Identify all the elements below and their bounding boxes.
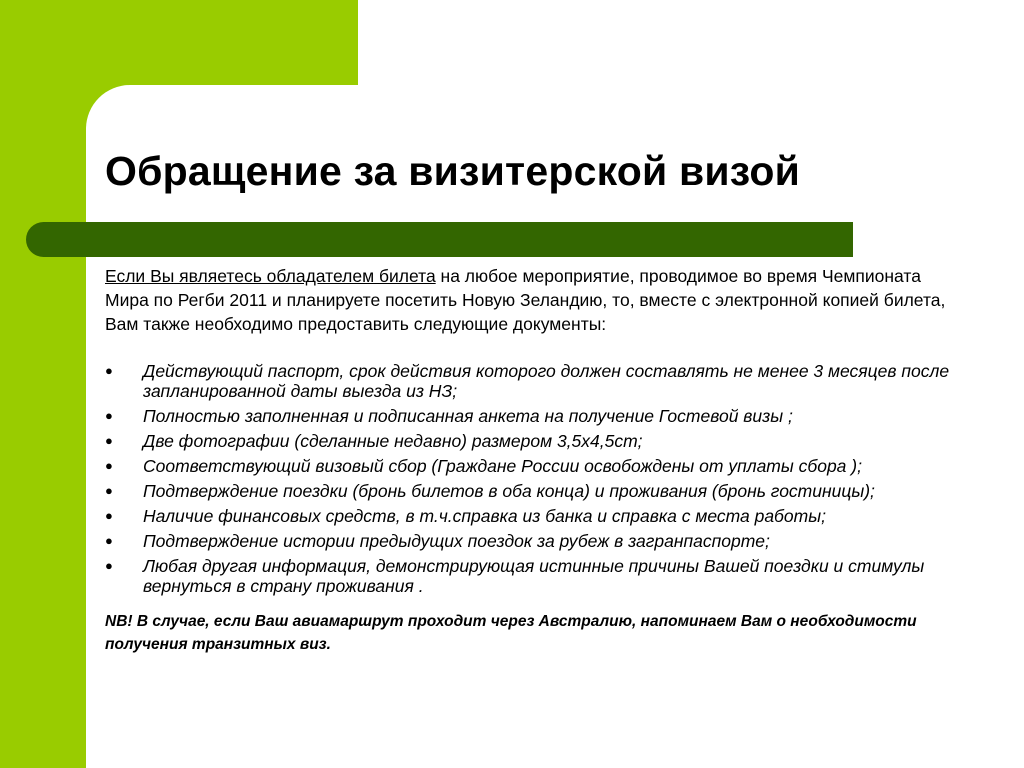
list-item xyxy=(105,431,995,451)
list-item xyxy=(105,406,995,426)
list-item xyxy=(105,481,995,501)
bullet-icon: ● xyxy=(105,558,113,573)
list-item xyxy=(105,456,995,476)
list-item xyxy=(105,506,995,526)
list-item-text: Две фотографии (сделанные недавно) размером 3,5х4,5ст; xyxy=(143,431,643,451)
list-item xyxy=(105,361,995,401)
bullet-icon: ● xyxy=(105,533,113,548)
slide-title: Обращение за визитерской визой xyxy=(105,148,801,194)
list-item-text: Наличие финансовых средств, в т.ч.справка из банка и справка с места работы; xyxy=(143,506,826,526)
list-item-text: Подтверждение истории предыдущих поездок за рубеж в загранпаспорте; xyxy=(143,531,770,551)
intro-paragraph xyxy=(105,264,965,336)
list-item-text: Подтверждение поездки (бронь билетов в оба конца) и проживания (бронь гостиницы); xyxy=(143,481,875,501)
intro-underlined-text: Если Вы являетесь обладателем билета xyxy=(105,266,436,286)
bullet-icon: ● xyxy=(105,363,113,378)
list-item-text: Любая другая информация, демонстрирующая истинные причины Вашей поездки и стимулы вернуться в страну проживания . xyxy=(143,556,925,596)
list-item-text: Соответствующий визовый сбор (Граждане России освобождены от уплаты сбора ); xyxy=(143,456,862,476)
list-item xyxy=(105,531,995,551)
accent-bar xyxy=(26,222,853,257)
list-item xyxy=(105,556,995,596)
bullet-icon: ● xyxy=(105,433,113,448)
list-item-text: Полностью заполненная и подписанная анкета на получение Гостевой визы ; xyxy=(143,406,793,426)
bullet-icon: ● xyxy=(105,508,113,523)
bullet-icon: ● xyxy=(105,458,113,473)
bullet-icon: ● xyxy=(105,483,113,498)
documents-list xyxy=(105,361,995,601)
bullet-icon: ● xyxy=(105,408,113,423)
intro-text: на любое мероприятие, проводимое во время Чемпионата Мира по Регби 2011 и планируете посетить Новую Зеландию, то, вместе с электронной копией билета, Вам также необходимо предоставить следующие документы: xyxy=(105,266,946,334)
list-item-text: Действующий паспорт, срок действия которого должен составлять не менее 3 месяцев после запланированной даты выезда из НЗ; xyxy=(143,361,950,401)
nb-note: NB! В случае, если Ваш авиамаршрут проходит через Австралию, напоминаем Вам о необходимости получения транзитных виз. xyxy=(105,613,917,653)
